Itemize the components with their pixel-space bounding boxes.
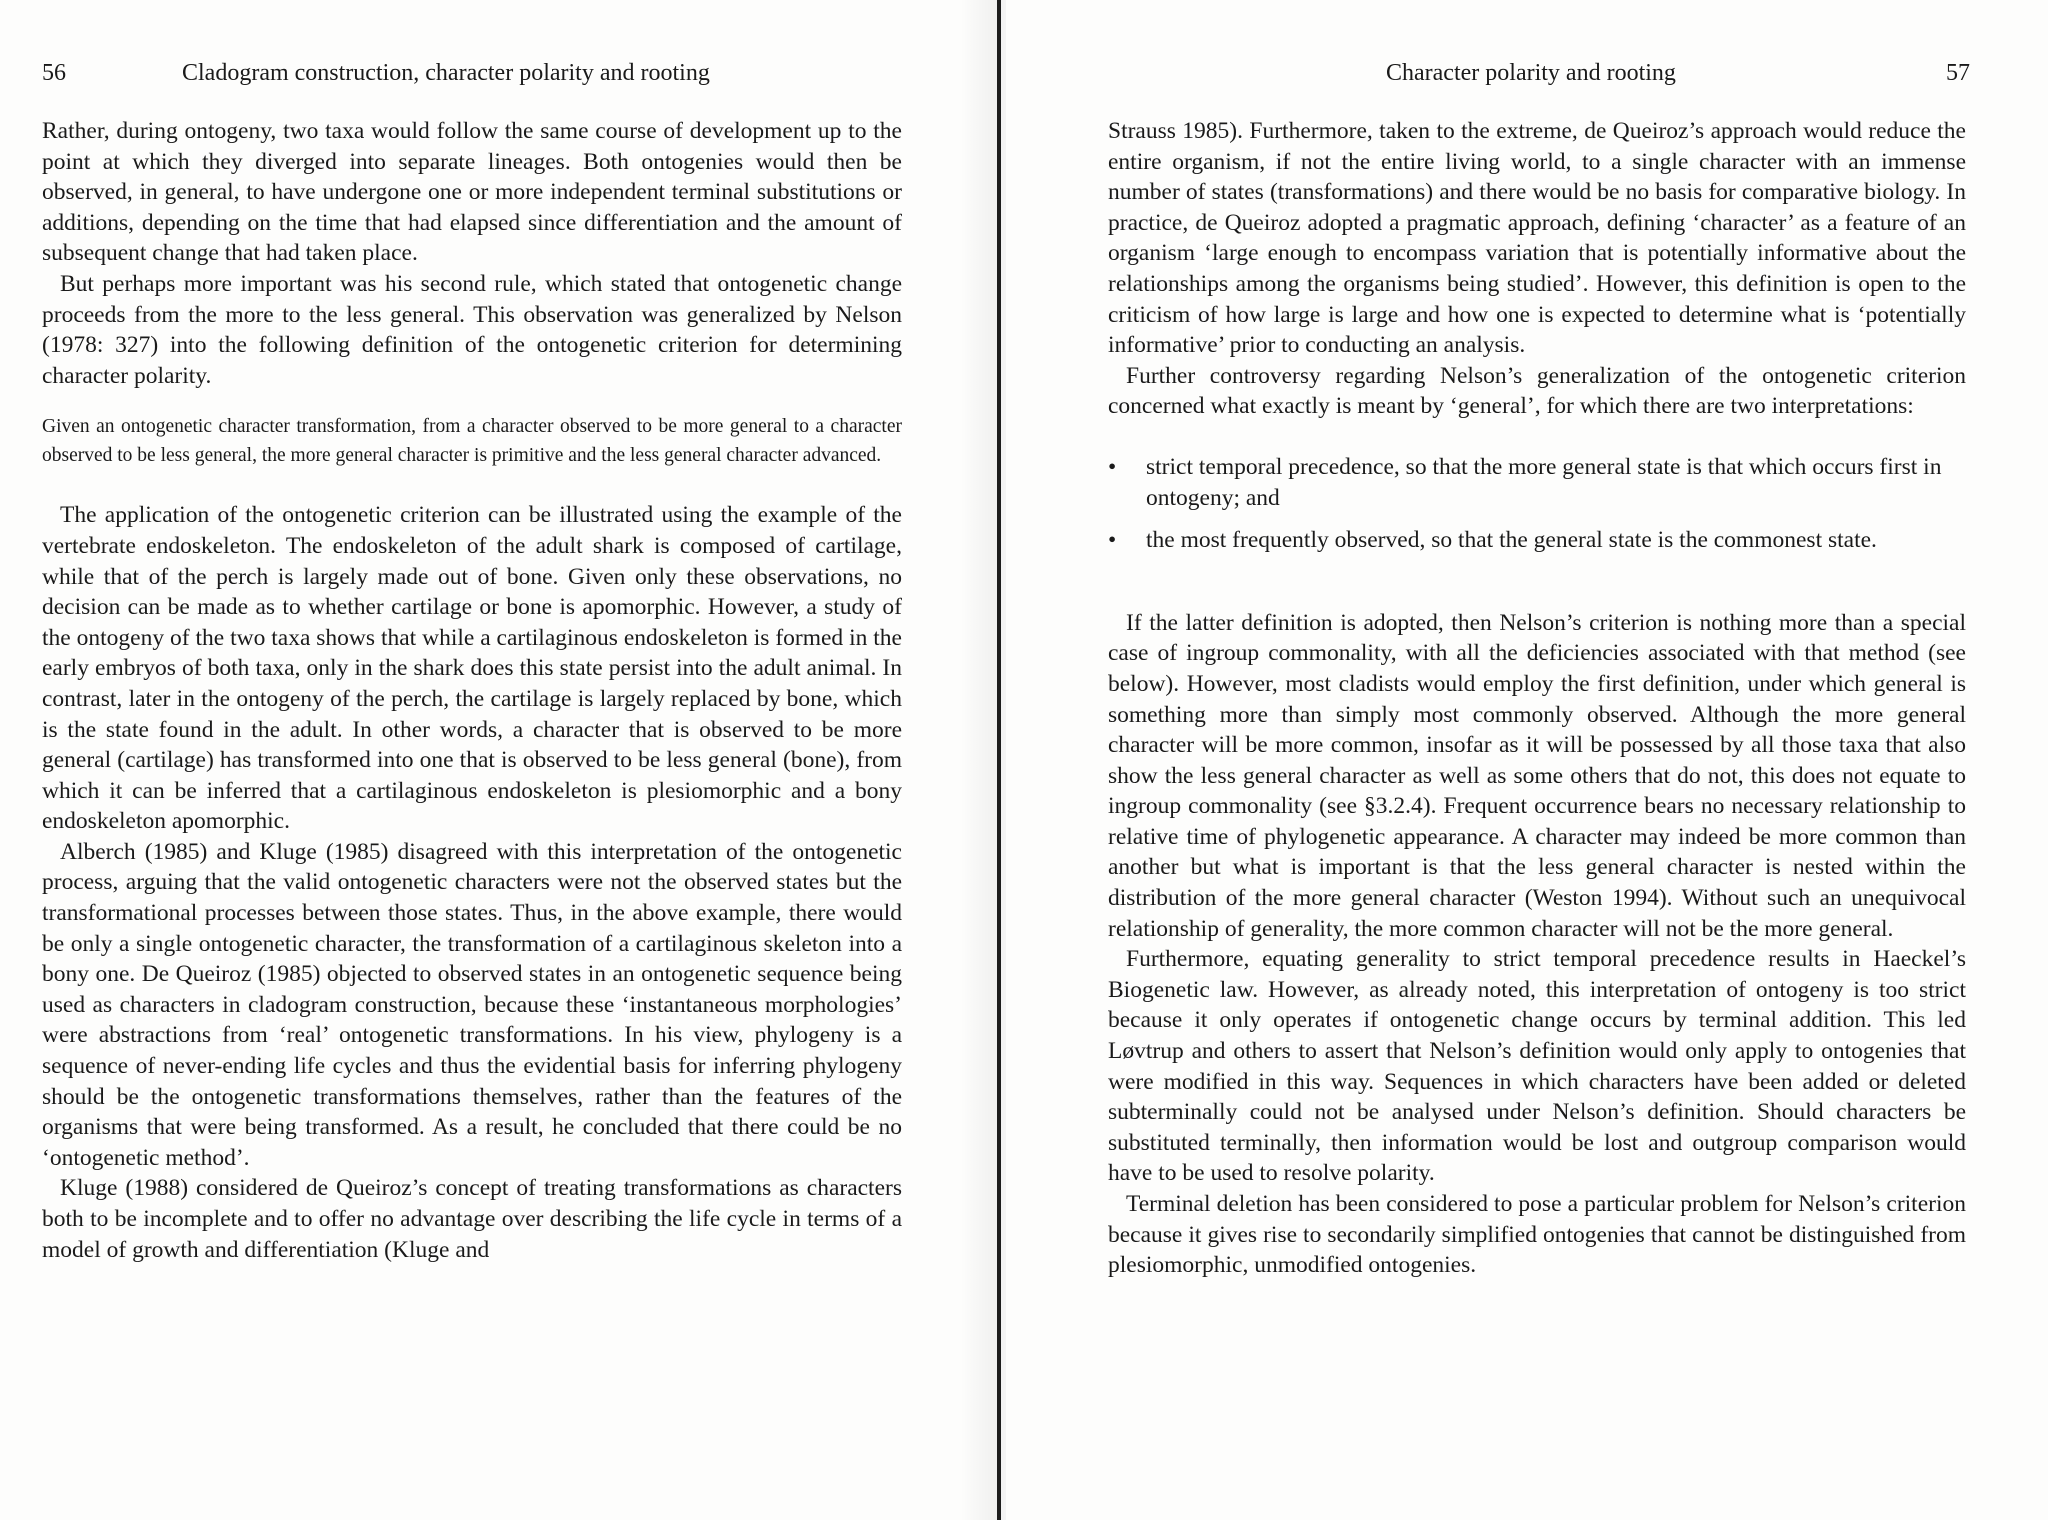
- bullet-icon: •: [1108, 453, 1117, 480]
- right-running-head: Character polarity and rooting: [1386, 60, 1676, 86]
- right-text-column: [1108, 116, 1966, 1281]
- bullet-icon: •: [1108, 527, 1117, 554]
- paragraph: Furthermore, equating generality to strict temporal precedence results in Haeckel’s Biogenetic law. However, as already noted, this interpretation of ontogeny is too strict because it only operates if ontogenetic change occurs by terminal addition. This led Løvtrup and others to assert that Nelson’s definition would only apply to ontogenies that were modified in this way. Sequences in which characters have been added or deleted subterminally could not be analysed under Nelson’s definition. Should characters be substituted terminally, then information would be lost and outgroup comparison would have to be used to resolve polarity.: [1108, 946, 1966, 1187]
- paragraph: Alberch (1985) and Kluge (1985) disagreed with this interpretation of the ontogenetic process, arguing that the valid ontogenetic characters were not the observed states but the transformational processes between those states. Thus, in the above example, there would be only a single ontogenetic character, the transformation of a cartilaginous skeleton into a bony one. De Queiroz (1985) objected to observed states in an ontogenetic sequence being used as characters in cladogram construction, because these ‘instantaneous morphologies’ were abstractions from ‘real’ ontogenetic transformations. In his view, phylogeny is a sequence of never-ending life cycles and thus the evidential basis for inferring phylogeny should be the ontogenetic transformations themselves, rather than the features of the organisms that were being transformed. As a result, he concluded that there could be no ‘ontogenetic method’.: [42, 838, 902, 1171]
- paragraph: Rather, during ontogeny, two taxa would follow the same course of development up to the point at which they diverged into separate lineages. Both ontogenies would then be observed, in general, to have undergone one or more independent terminal substitutions or additions, depending on the time that had elapsed since differentiation and the amount of subsequent change that had taken place.: [42, 118, 902, 267]
- left-page-number: 56: [42, 60, 66, 86]
- list-item: [1108, 525, 1966, 556]
- paragraph: But perhaps more important was his second rule, which stated that ontogenetic change proceeds from the more to the less general. This observation was generalized by Nelson (1978: 327) into the following definition of the ontogenetic criterion for determining character polarity.: [42, 270, 902, 389]
- block-quote: Given an ontogenetic character transformation, from a character observed to be more general to a character observed to be less general, the more general character is primitive and the less general character advanced.: [42, 416, 902, 466]
- paragraph: Terminal deletion has been considered to pose a particular problem for Nelson’s criterion because it gives rise to secondarily simplified ontogenies that cannot be distinguished from plesiomorphic, unmodified ontogenies.: [1108, 1191, 1966, 1279]
- paragraph: Kluge (1988) considered de Queiroz’s concept of treating transformations as characters both to be incomplete and to offer no advantage over describing the life cycle in terms of a model of growth and differentiation (Kluge and: [42, 1175, 902, 1263]
- list-item-text: strict temporal precedence, so that the more general state is that which occurs first in ontogeny; and: [1146, 453, 1942, 511]
- paragraph: If the latter definition is adopted, then Nelson’s criterion is nothing more than a special case of ingroup commonality, with all the deficiencies associated with that method (see below). However, most cladists would employ the first definition, under which general is something more than simply most commonly observed. Although the more general character will be more common, insofar as it will be possessed by all those taxa that also show the less general character as well as some others that do not, this does not equate to ingroup commonality (see §3.2.4). Frequent occurrence bears no necessary relationship to relative time of phylogenetic appearance. A character may indeed be more common than another but what is important is that the less general character is nested within the distribution of the more general character (Weston 1994). Without such an unequivocal relationship of generality, the more common character will not be the more general.: [1108, 609, 1966, 942]
- gutter-shadow-left: [960, 0, 997, 1520]
- list-item: [1108, 452, 1966, 513]
- paragraph: The application of the ontogenetic criterion can be illustrated using the example of the vertebrate endoskeleton. The endoskeleton of the adult shark is composed of cartilage, while that of the perch is largely made out of bone. Given only these observations, no decision can be made as to whether cartilage or bone is apomorphic. However, a study of the ontogeny of the two taxa shows that while a cartilaginous endoskeleton is formed in the early embryos of both taxa, only in the shark does this state persist into the adult animal. In contrast, later in the ontogeny of the perch, the cartilage is largely replaced by bone, which is the state found in the adult. In other words, a character that is observed to be more general (cartilage) has transformed into one that is observed to be less general (bone), from which it can be inferred that a cartilaginous endoskeleton is plesiomorphic and a bony endoskeleton apomorphic.: [42, 502, 902, 835]
- right-page-number: 57: [1946, 60, 1970, 86]
- left-page: [0, 0, 1000, 1520]
- paragraph: Strauss 1985). Furthermore, taken to the extreme, de Queiroz’s approach would reduce the entire organism, if not the entire living world, to a single character with an immense number of states (transformations) and there would be no basis for comparative biology. In practice, de Queiroz adopted a pragmatic approach, defining ‘character’ as a feature of an organism ‘large enough to encompass variation that is potentially informative about the relationships among the organisms being studied’. However, this definition is open to the criticism of how large is large and how one is expected to determine what is ‘potentially informative’ prior to conducting an analysis.: [1108, 118, 1966, 359]
- list-item-text: the most frequently observed, so that the general state is the commonest state.: [1146, 527, 1877, 554]
- right-page: [1006, 0, 2048, 1520]
- left-running-head: Cladogram construction, character polarity and rooting: [182, 60, 710, 86]
- left-text-column: [42, 116, 902, 1265]
- bullet-list: [1108, 452, 1966, 556]
- paragraph: Further controversy regarding Nelson’s generalization of the ontogenetic criterion concerned what exactly is meant by ‘general’, for which there are two interpretations:: [1108, 362, 1966, 420]
